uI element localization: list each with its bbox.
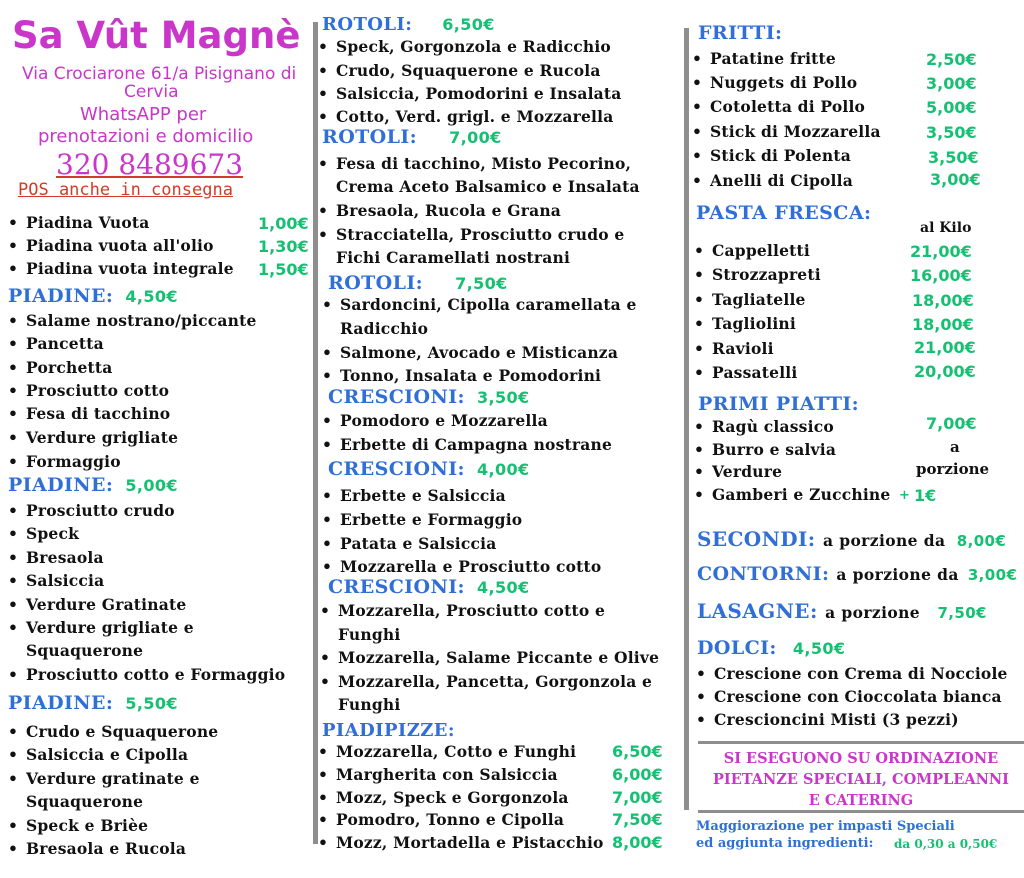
list-item: • Salsiccia, Pomodorini e Insalata — [318, 84, 622, 103]
list-item: • Tagliolini — [694, 314, 796, 333]
section-crescioni-350 — [328, 386, 530, 408]
address-line-1: Via Crociarone 61/a Pisignano di — [22, 64, 297, 84]
special-orders-notice — [698, 741, 1024, 813]
list-item-continued: Funghi — [338, 625, 401, 644]
section-title: CONTORNI: — [697, 563, 830, 585]
list-item: • Erbette e Salsiccia — [322, 486, 506, 505]
whatsapp-line-1: WhatsAPP per — [80, 104, 207, 125]
list-item: • Verdure — [694, 462, 782, 481]
item-price: 3,50€ — [928, 148, 979, 167]
list-item: • Tonno, Insalata e Pomodorini — [322, 366, 601, 385]
section-price: 4,00€ — [476, 460, 530, 479]
item-price: 3,50€ — [926, 123, 977, 142]
list-item: • Erbette di Campagna nostrane — [322, 435, 612, 454]
list-item: • Salsiccia — [8, 571, 104, 590]
list-item: • Cotoletta di Pollo — [692, 97, 865, 116]
section-price: 3,00€ — [967, 566, 1018, 584]
section-secondi — [697, 527, 1006, 551]
section-price: 7,50€ — [455, 274, 508, 293]
item-price: 21,00€ — [910, 242, 972, 261]
section-title: LASAGNE: — [697, 599, 818, 623]
list-item: • Fesa di tacchino — [8, 404, 170, 423]
list-item: • Prosciutto cotto e Formaggio — [8, 665, 285, 684]
item-price: 3,00€ — [926, 74, 977, 93]
section-price: 7,00€ — [926, 414, 977, 433]
list-item: • Crescione con Crema di Nocciole — [696, 664, 1008, 683]
item-price: 6,00€ — [612, 765, 663, 784]
list-item: • Ragù classico — [694, 417, 834, 436]
section-price: 8,00€ — [956, 532, 1007, 550]
item-price: 3,00€ — [930, 170, 981, 189]
section-text: a porzione — [825, 603, 921, 622]
section-title: ROTOLI: — [322, 126, 418, 148]
whatsapp-line-2: prenotazioni e domicilio — [38, 126, 254, 147]
list-item: • Mozzarella, Salame Piccante e Olive — [320, 648, 659, 667]
list-item: • Salame nostrano/piccante — [8, 311, 257, 330]
list-item-continued: Funghi — [338, 695, 401, 714]
surcharge-line-2: ed aggiunta ingredienti: — [696, 836, 874, 851]
item-price: 18,00€ — [912, 315, 974, 334]
section-price: 6,50€ — [442, 15, 495, 34]
item-price: 5,00€ — [926, 98, 977, 117]
section-piadine-450 — [8, 285, 178, 307]
list-item: • Crudo e Squaquerone — [8, 722, 218, 741]
list-item: • Speck — [8, 524, 79, 543]
list-item-continued: Crema Aceto Balsamico e Insalata — [336, 177, 640, 196]
list-item: • Pomodro, Tonno e Cipolla — [318, 810, 564, 829]
list-item: • Formaggio — [8, 452, 121, 471]
list-item: • Pomodoro e Mozzarella — [322, 411, 548, 430]
list-item: • Ravioli — [694, 339, 774, 358]
shop-title: Sa Vût Magnè — [12, 14, 301, 57]
list-item: • Speck, Gorgonzola e Radicchio — [318, 37, 611, 56]
list-item: • Verdure grigliate — [8, 428, 178, 447]
list-item: • Mozzarella, Cotto e Funghi — [318, 742, 576, 761]
section-text: a porzione da — [822, 531, 946, 550]
section-price: 5,50€ — [125, 694, 178, 713]
item-price: 21,00€ — [914, 338, 976, 357]
item-price: 1,50€ — [258, 260, 309, 279]
section-rotoli-750 — [328, 272, 508, 294]
section-price: 7,00€ — [449, 128, 502, 147]
divider-left — [313, 22, 318, 844]
section-title: PIADINE: — [8, 692, 114, 714]
section-price: 3,50€ — [476, 388, 530, 407]
list-item: • Prosciutto crudo — [8, 501, 175, 520]
list-item: • Verdure gratinate e — [8, 769, 200, 788]
list-item: • Verdure Gratinate — [8, 595, 186, 614]
list-item: • Strozzapreti — [694, 265, 821, 284]
notice-line-1: SI ESEGUONO SU ORDINAZIONE — [723, 750, 999, 767]
list-item: • Margherita con Salsiccia — [318, 765, 558, 784]
extra-price: 1€ — [914, 486, 937, 505]
section-title: PIADIPIZZE: — [322, 720, 455, 741]
list-item: • Mozzarella e Prosciutto cotto — [322, 557, 601, 576]
section-title: PIADINE: — [8, 474, 114, 496]
section-dolci — [697, 637, 845, 659]
list-item: • Sardoncini, Cipolla caramellata e — [322, 295, 637, 314]
section-title: SECONDI: — [697, 527, 816, 551]
section-title: PRIMI PIATTI: — [698, 393, 860, 415]
item-price: 2,50€ — [926, 50, 977, 69]
list-item: • Patata e Salsiccia — [322, 534, 497, 553]
list-item: • Erbette e Formaggio — [322, 510, 522, 529]
item-price: 1,00€ — [258, 214, 309, 233]
list-item: • Stick di Polenta — [692, 146, 851, 165]
section-title: PIADINE: — [8, 285, 114, 307]
primi-note-a: a — [950, 438, 960, 456]
section-price: 7,50€ — [937, 604, 987, 622]
item-price: 7,00€ — [612, 788, 663, 807]
section-title: PASTA FRESCA: — [696, 202, 872, 224]
list-item-continued: Squaquerone — [26, 792, 144, 811]
section-primi-piatti — [698, 393, 859, 415]
section-title: FRITTI: — [698, 22, 783, 44]
list-item: • Burro e salvia — [694, 440, 836, 459]
section-lasagne — [697, 599, 987, 623]
section-piadine-500 — [8, 474, 178, 496]
divider-right — [684, 28, 689, 810]
item-price: 1,30€ — [258, 237, 309, 256]
list-item: • Crescioncini Misti (3 pezzi) — [696, 710, 959, 729]
section-title: ROTOLI: — [322, 14, 413, 35]
list-item: • Verdure grigliate e — [8, 618, 194, 637]
list-item: • Bresaola e Rucola — [8, 839, 186, 858]
notice-line-2: PIETANZE SPECIALI, COMPLEANNI — [713, 771, 1009, 788]
section-crescioni-400 — [328, 458, 530, 480]
pos-notice: POS anche in consegna — [18, 180, 233, 200]
item-price: 18,00€ — [912, 291, 974, 310]
section-pasta-fresca — [696, 202, 871, 224]
section-title: DOLCI: — [697, 637, 777, 659]
list-item: • Mozz, Mortadella e Pistacchio — [318, 833, 604, 852]
surcharge-line-1: Maggiorazione per impasti Speciali — [696, 819, 955, 834]
section-text: a porzione da — [836, 565, 959, 584]
surcharge-range: da 0,30 a 0,50€ — [894, 837, 998, 851]
list-item: • Porchetta — [8, 358, 112, 377]
list-item: • Crescione con Cioccolata bianca — [696, 687, 1002, 706]
list-item: • Mozzarella, Prosciutto cotto e — [320, 601, 605, 620]
list-item: • Mozzarella, Pancetta, Gorgonzola e — [320, 672, 652, 691]
section-rotoli-700 — [322, 126, 502, 148]
pasta-unit: al Kilo — [920, 220, 972, 236]
list-item: • Nuggets di Pollo — [692, 73, 857, 92]
extra-plus: + — [899, 488, 910, 503]
section-title: CRESCIONI: — [328, 458, 465, 480]
section-rotoli-650 — [322, 14, 495, 35]
list-item: • Fesa di tacchino, Misto Pecorino, — [318, 154, 631, 173]
section-price: 4,50€ — [125, 287, 178, 306]
list-item-continued: Squaquerone — [26, 641, 144, 660]
item-price: 16,00€ — [910, 266, 972, 285]
list-item: • Bresaola, Rucola e Grana — [318, 201, 561, 220]
section-piadipizze — [322, 720, 455, 741]
list-item: • Piadina vuota all'olio — [8, 236, 214, 255]
list-item: • Gamberi e Zucchine — [694, 485, 890, 504]
section-price: 4,50€ — [476, 578, 530, 597]
list-item: • Stracciatella, Prosciutto crudo e — [318, 225, 624, 244]
primi-note-porzione: porzione — [916, 460, 990, 478]
list-item: • Piadina vuota integrale — [8, 259, 234, 278]
section-price: 4,50€ — [792, 639, 846, 658]
list-item: • Bresaola — [8, 548, 104, 567]
list-item: • Piadina Vuota — [8, 213, 149, 232]
list-item-continued: Fichi Caramellati nostrani — [336, 248, 571, 267]
notice-line-3: E CATERING — [808, 792, 914, 809]
list-item: • Crudo, Squaquerone e Rucola — [318, 61, 601, 80]
list-item: • Anelli di Cipolla — [692, 171, 853, 190]
section-price: 5,00€ — [125, 476, 178, 495]
section-title: CRESCIONI: — [328, 576, 465, 598]
list-item: • Salsiccia e Cipolla — [8, 745, 188, 764]
section-contorni — [697, 563, 1017, 585]
list-item-continued: Radicchio — [340, 319, 429, 338]
item-price: 7,50€ — [612, 810, 663, 829]
section-piadine-550 — [8, 692, 178, 714]
list-item: • Salmone, Avocado e Misticanza — [322, 343, 618, 362]
section-fritti — [698, 22, 782, 44]
list-item: • Cotto, Verd. grigl. e Mozzarella — [318, 107, 613, 126]
section-title: CRESCIONI: — [328, 386, 465, 408]
address-line-2: Cervia — [124, 82, 179, 102]
list-item: • Patatine fritte — [692, 49, 836, 68]
list-item: • Passatelli — [694, 363, 797, 382]
item-price: 8,00€ — [612, 833, 663, 852]
list-item: • Stick di Mozzarella — [692, 122, 881, 141]
list-item: • Prosciutto cotto — [8, 381, 169, 400]
item-price: 20,00€ — [914, 362, 976, 381]
phone-number[interactable]: 320 8489673 — [56, 148, 244, 181]
list-item: • Cappelletti — [694, 241, 810, 260]
item-price: 6,50€ — [612, 742, 663, 761]
list-item: • Mozz, Speck e Gorgonzola — [318, 788, 569, 807]
section-crescioni-450 — [328, 576, 530, 598]
list-item: • Speck e Brièe — [8, 816, 148, 835]
list-item: • Pancetta — [8, 334, 104, 353]
section-title: ROTOLI: — [328, 272, 424, 294]
list-item: • Tagliatelle — [694, 290, 806, 309]
